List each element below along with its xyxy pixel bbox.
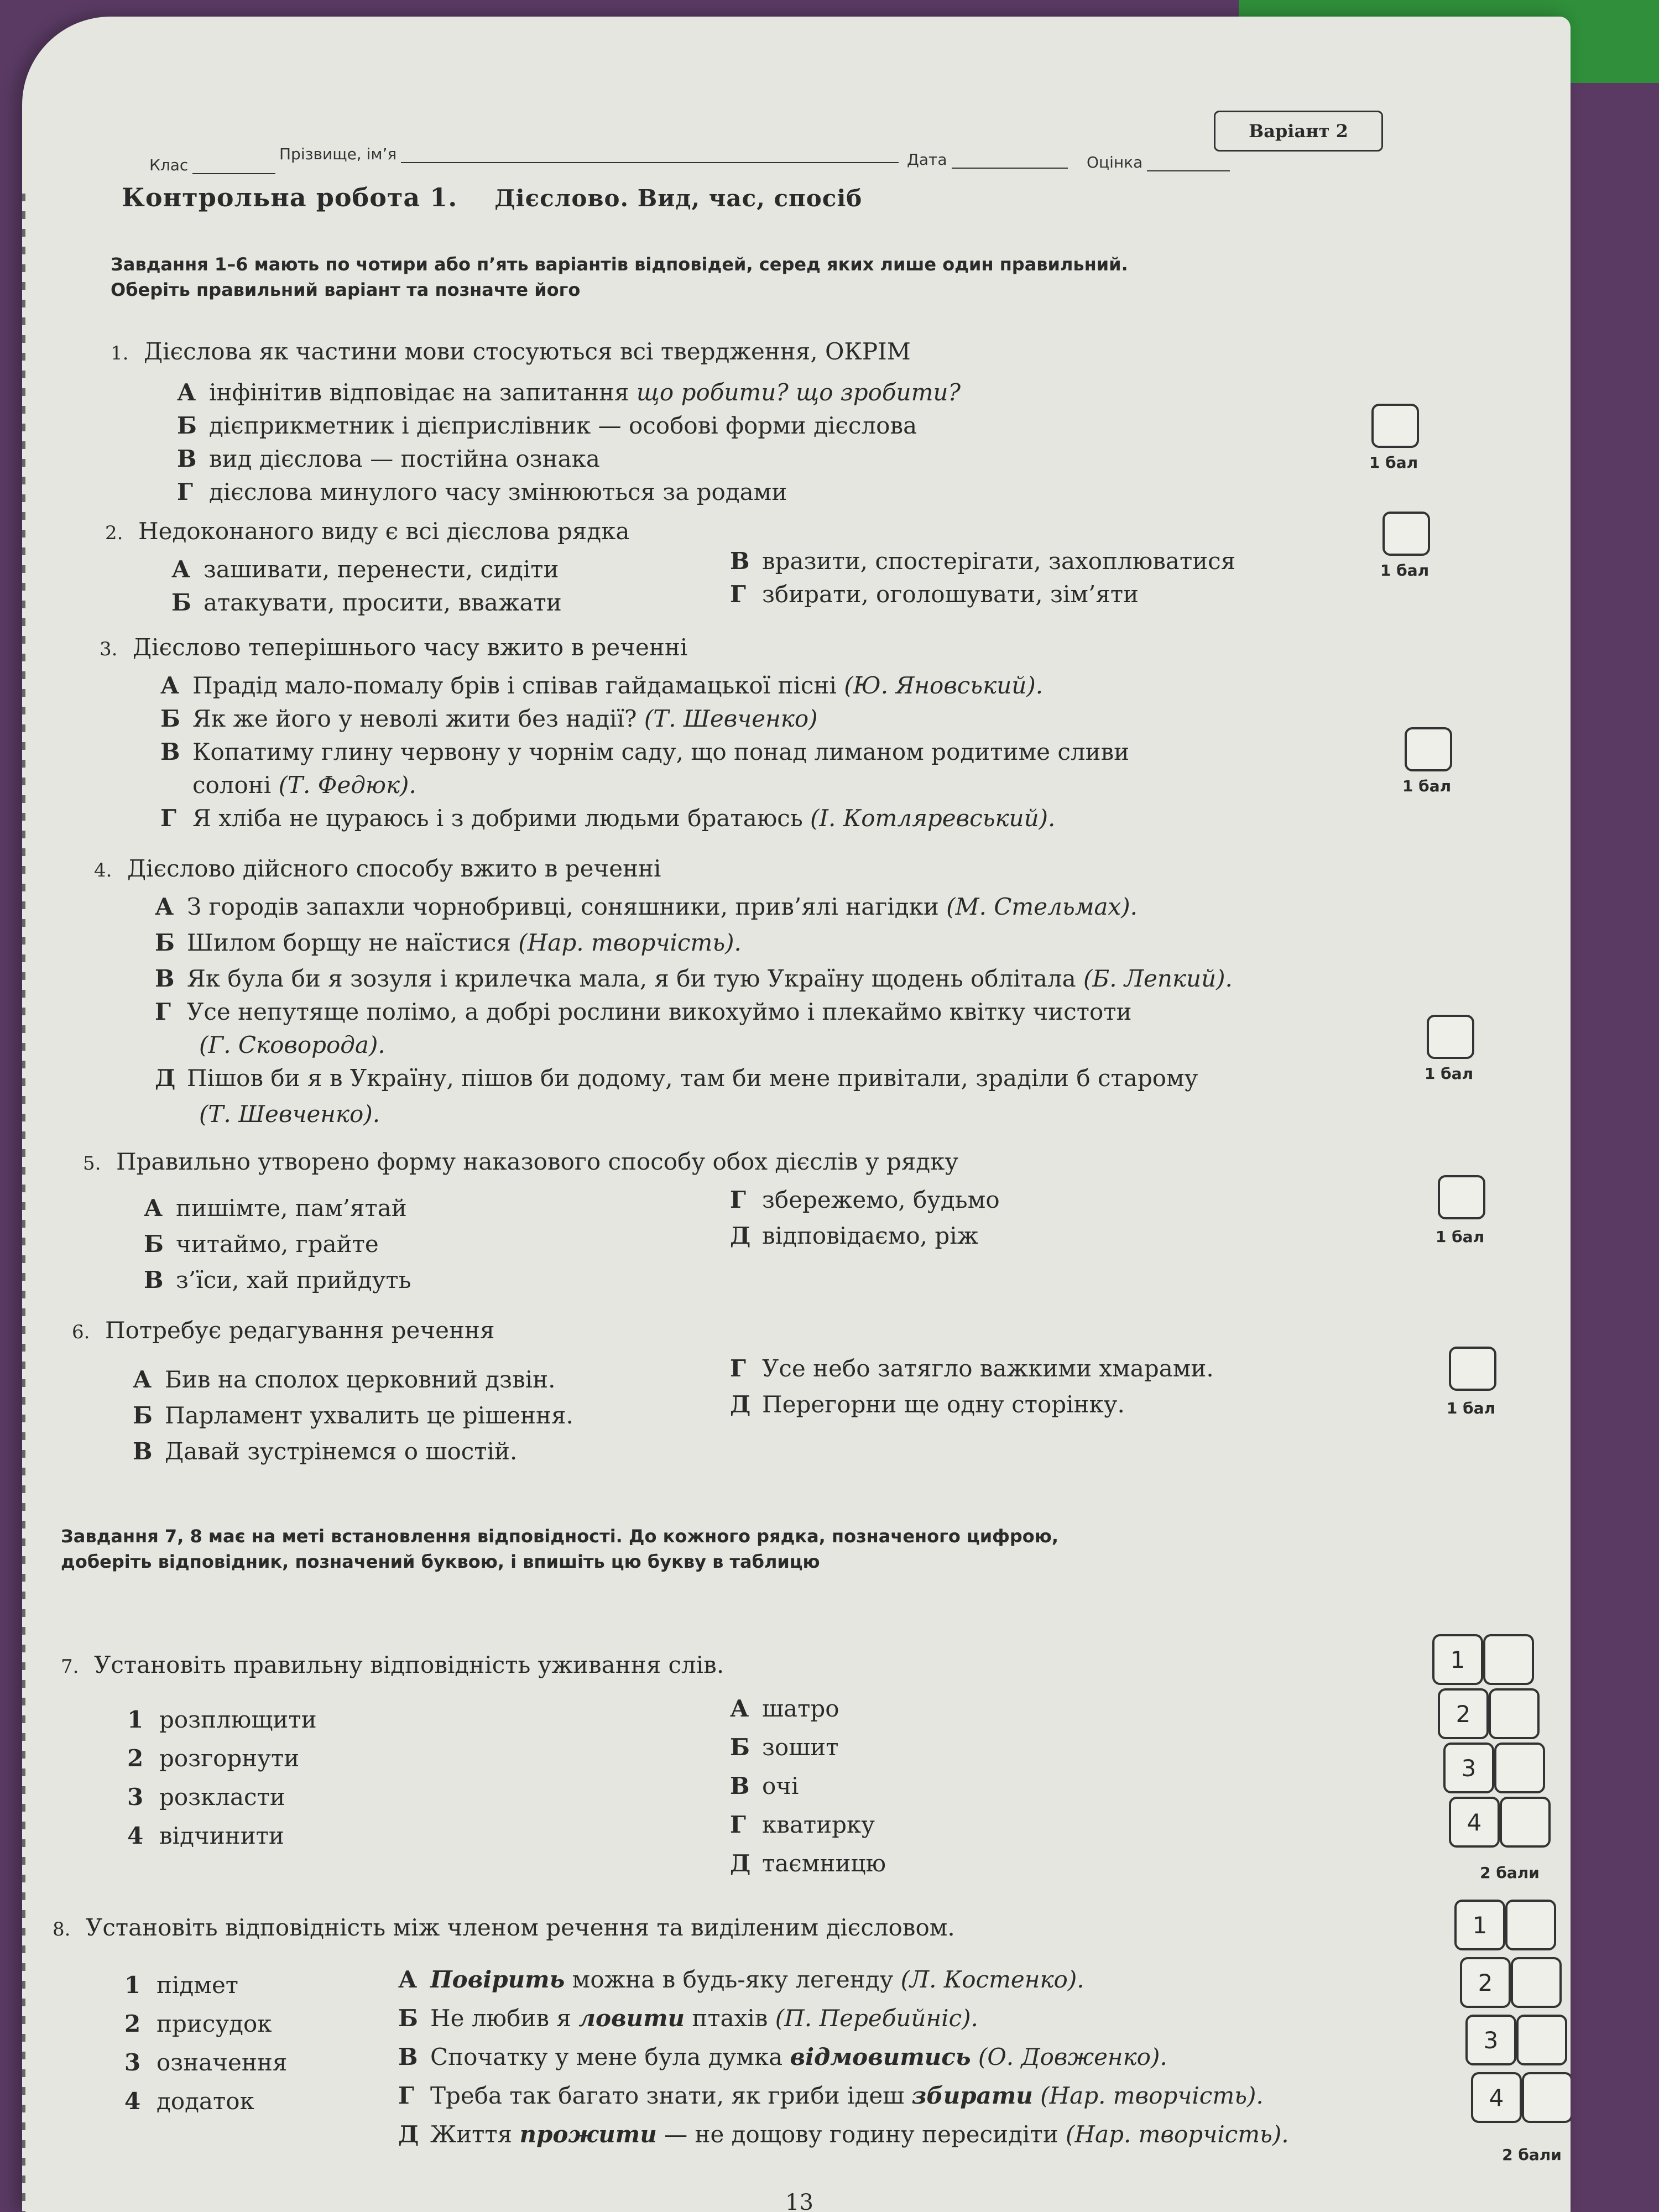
right-item-g: Г кватирку bbox=[730, 1811, 875, 1838]
match-grid-7-answer-2[interactable] bbox=[1489, 1688, 1540, 1739]
option-g: Г збирати, оголошувати, зім’яти bbox=[730, 581, 1139, 608]
question-1 bbox=[111, 335, 1427, 371]
class-field[interactable] bbox=[149, 156, 275, 174]
name-label: Прізвище, ім’я bbox=[279, 145, 397, 163]
title-sub: Дієслово. Вид, час, спосіб bbox=[494, 185, 863, 212]
match-grid-8-answer-2[interactable] bbox=[1511, 1957, 1562, 2008]
question-7: 7. Установіть правильну відповідність уживання слів. bbox=[61, 1651, 724, 1678]
right-item-g: Г Треба так багато знати, як гриби ідеш збирати (Нар. творчість). bbox=[398, 2082, 1264, 2109]
answer-box-2[interactable] bbox=[1383, 512, 1430, 556]
option-g-cont: (Г. Сковорода). bbox=[199, 1031, 385, 1058]
left-item-2: 2 розгорнути bbox=[127, 1745, 300, 1772]
question-number: 1. bbox=[111, 342, 129, 364]
match-grid-8-answer-3[interactable] bbox=[1516, 2015, 1567, 2065]
option-b: Б Шилом борщу не наїстися (Нар. творчість). bbox=[155, 929, 742, 956]
option-b: Б Парламент ухвалить це рішення. bbox=[133, 1402, 573, 1429]
match-grid-7-num-3: 3 bbox=[1443, 1743, 1494, 1793]
match-grid-7-answer-4[interactable] bbox=[1500, 1797, 1551, 1848]
option-a: А З городів запахли чорнобривці, соняшники, прив’ялі нагідки (М. Стельмах). bbox=[155, 893, 1138, 920]
match-grid-7-answer-3[interactable] bbox=[1494, 1743, 1545, 1793]
right-item-a: А шатро bbox=[730, 1695, 839, 1722]
variant-label: Варіант 2 bbox=[1249, 121, 1348, 142]
option-a: А інфінітив відповідає на запитання що робити? що зробити? bbox=[177, 379, 961, 406]
left-item-1: 1 розплющити bbox=[127, 1706, 317, 1733]
question-text: Установіть правильну відповідність уживання слів. bbox=[94, 1651, 724, 1678]
right-item-b: Б Не любив я ловити птахів (П. Перебийніс). bbox=[398, 2005, 978, 2032]
instruction-line: Оберіть правильний варіант та позначте його bbox=[111, 279, 581, 300]
match-grid-7-num-2: 2 bbox=[1438, 1688, 1489, 1739]
question-8: 8. Установіть відповідність між членом речення та виділеним дієсловом. bbox=[53, 1914, 955, 1941]
left-item-3: 3 розкласти bbox=[127, 1783, 285, 1811]
right-item-v: В очі bbox=[730, 1772, 799, 1799]
option-g: Г Усе непутяще полімо, а добрі рослини викохуймо і плекаймо квітку чистоти bbox=[155, 998, 1132, 1025]
match-grid-8-num-1: 1 bbox=[1454, 1900, 1505, 1950]
match-grid-8-answer-4[interactable] bbox=[1522, 2072, 1571, 2123]
date-field[interactable] bbox=[907, 150, 1068, 169]
option-g: Г збережемо, будьмо bbox=[730, 1186, 1000, 1213]
question-text: Дієслова як частини мови стосуються всі твердження, ОКРІМ bbox=[144, 338, 911, 365]
option-a: А Бив на сполох церковний дзвін. bbox=[133, 1366, 556, 1393]
points-label: 2 бали bbox=[1502, 2146, 1562, 2164]
right-item-d: Д Життя прожити — не дощову годину пересидіти (Нар. творчість). bbox=[398, 2121, 1289, 2148]
option-d: Д Перегорни ще одну сторінку. bbox=[730, 1391, 1125, 1418]
grade-label: Оцінка bbox=[1087, 153, 1143, 171]
points-label: 1 бал bbox=[1402, 777, 1452, 795]
question-text: Дієслово теперішнього часу вжито в реченні bbox=[133, 634, 688, 661]
question-text: Недоконаного виду є всі дієслова рядка bbox=[138, 518, 630, 545]
instruction-line: Завдання 1–6 мають по чотири або п’ять варіантів відповідей, серед яких лише один правильний. bbox=[111, 254, 1128, 275]
option-v: В вразити, спостерігати, захоплюватися bbox=[730, 547, 1236, 575]
variant-box bbox=[1214, 111, 1383, 152]
page-title bbox=[122, 182, 862, 212]
points-label: 2 бали bbox=[1480, 1864, 1540, 1882]
question-text: Установіть відповідність між членом речення та виділеним дієсловом. bbox=[86, 1914, 955, 1941]
option-v-cont: солоні (Т. Федюк). bbox=[192, 771, 416, 799]
page-number: 13 bbox=[785, 2190, 813, 2212]
question-2: 2. Недоконаного виду є всі дієслова рядка bbox=[105, 518, 630, 545]
answer-box-1[interactable] bbox=[1371, 404, 1419, 448]
points-label: 1 бал bbox=[1446, 1399, 1496, 1417]
match-grid-7-answer-1[interactable] bbox=[1483, 1634, 1534, 1685]
left-item-1: 1 підмет bbox=[124, 1971, 239, 1999]
answer-box-3[interactable] bbox=[1405, 727, 1452, 771]
option-v: В вид дієслова — постійна ознака bbox=[177, 445, 600, 472]
points-label: 1 бал bbox=[1424, 1065, 1474, 1083]
points-label: 1 бал bbox=[1435, 1228, 1485, 1246]
points-label: 1 бал bbox=[1380, 561, 1430, 580]
option-v: В Давай зустрінемся о шостій. bbox=[133, 1438, 518, 1465]
right-item-d: Д таємницю bbox=[730, 1850, 886, 1877]
option-g: Г Усе небо затягло важкими хмарами. bbox=[730, 1355, 1214, 1382]
answer-box-4[interactable] bbox=[1427, 1015, 1474, 1059]
question-6: 6. Потребує редагування речення bbox=[72, 1317, 495, 1344]
question-text: Потребує редагування речення bbox=[105, 1317, 495, 1344]
right-item-v: В Спочатку у мене була думка відмовитись (О. Довженко). bbox=[398, 2043, 1167, 2070]
option-d: Д Пішов би я в Україну, пішов би додому, там би мене привітали, зраділи б старому bbox=[155, 1065, 1198, 1092]
grade-field[interactable] bbox=[1087, 153, 1230, 171]
instruction-line: доберіть відповідник, позначений буквою, і впишіть цю букву в таблицю bbox=[61, 1551, 820, 1572]
right-item-b: Б зошит bbox=[730, 1734, 839, 1761]
option-a: А зашивати, перенести, сидіти bbox=[171, 556, 559, 583]
question-text: Правильно утворено форму наказового способу обох дієслів у рядку bbox=[116, 1148, 959, 1175]
option-b: Б читаймо, грайте bbox=[144, 1230, 379, 1258]
answer-box-6[interactable] bbox=[1449, 1347, 1496, 1391]
title-main: Контрольна робота 1. bbox=[122, 182, 458, 212]
cut-line bbox=[22, 194, 25, 2212]
class-label: Клас bbox=[149, 156, 189, 174]
option-a: А Прадід мало-помалу брів і співав гайдамацької пісні (Ю. Яновський). bbox=[160, 672, 1044, 699]
points-label: 1 бал bbox=[1369, 453, 1418, 472]
option-g: Г Я хліба не цураюсь і з добрими людьми братаюсь (І. Котляревський). bbox=[160, 805, 1056, 832]
worksheet-page bbox=[22, 17, 1571, 2212]
left-item-2: 2 присудок bbox=[124, 2010, 272, 2037]
match-grid-8-num-2: 2 bbox=[1460, 1957, 1511, 2008]
option-v: В Копатиму глину червону у чорнім саду, що понад лиманом родитиме сливи bbox=[160, 738, 1130, 765]
option-b: Б атакувати, просити, вважати bbox=[171, 589, 562, 616]
instruction-tasks-7-8 bbox=[61, 1524, 1333, 1574]
option-b: Б Як же його у неволі жити без надії? (Т. Шевченко) bbox=[160, 705, 818, 732]
match-grid-7-num-4: 4 bbox=[1449, 1797, 1500, 1848]
match-grid-8-num-3: 3 bbox=[1465, 2015, 1516, 2065]
question-5: 5. Правильно утворено форму наказового способу обох дієслів у рядку bbox=[83, 1148, 959, 1175]
match-grid-8-answer-1[interactable] bbox=[1505, 1900, 1556, 1950]
left-item-3: 3 означення bbox=[124, 2049, 288, 2076]
question-3: 3. Дієслово теперішнього часу вжито в реченні bbox=[100, 634, 688, 661]
question-4: 4. Дієслово дійсного способу вжито в реченні bbox=[94, 855, 661, 882]
answer-box-5[interactable] bbox=[1438, 1175, 1485, 1219]
option-v: В з’їси, хай прийдуть bbox=[144, 1266, 411, 1293]
match-grid-8-num-4: 4 bbox=[1471, 2072, 1522, 2123]
left-item-4: 4 відчинити bbox=[127, 1822, 284, 1849]
instruction-line: Завдання 7, 8 має на меті встановлення відповідності. До кожного рядка, позначеного цифрою, bbox=[61, 1526, 1059, 1547]
option-a: А пишімте, пам’ятай bbox=[144, 1194, 407, 1222]
name-field[interactable] bbox=[279, 145, 899, 163]
option-b: Б дієприкметник і дієприслівник — особові форми дієслова bbox=[177, 412, 917, 439]
right-item-a: А Повірить можна в будь-яку легенду (Л. Костенко). bbox=[398, 1966, 1084, 1993]
option-g: Г дієслова минулого часу змінюються за родами bbox=[177, 478, 787, 505]
option-d: Д відповідаємо, ріж bbox=[730, 1222, 979, 1249]
option-d-cont: (Т. Шевченко). bbox=[199, 1100, 380, 1128]
date-label: Дата bbox=[907, 150, 947, 169]
option-v: В Як була би я зозуля і крилечка мала, я би тую Україну щодень облітала (Б. Лепкий). bbox=[155, 965, 1233, 992]
match-grid-7-num-1: 1 bbox=[1432, 1634, 1483, 1685]
question-text: Дієслово дійсного способу вжито в реченні bbox=[127, 855, 661, 882]
left-item-4: 4 додаток bbox=[124, 2088, 254, 2115]
instruction-tasks-1-6 bbox=[111, 252, 1383, 302]
